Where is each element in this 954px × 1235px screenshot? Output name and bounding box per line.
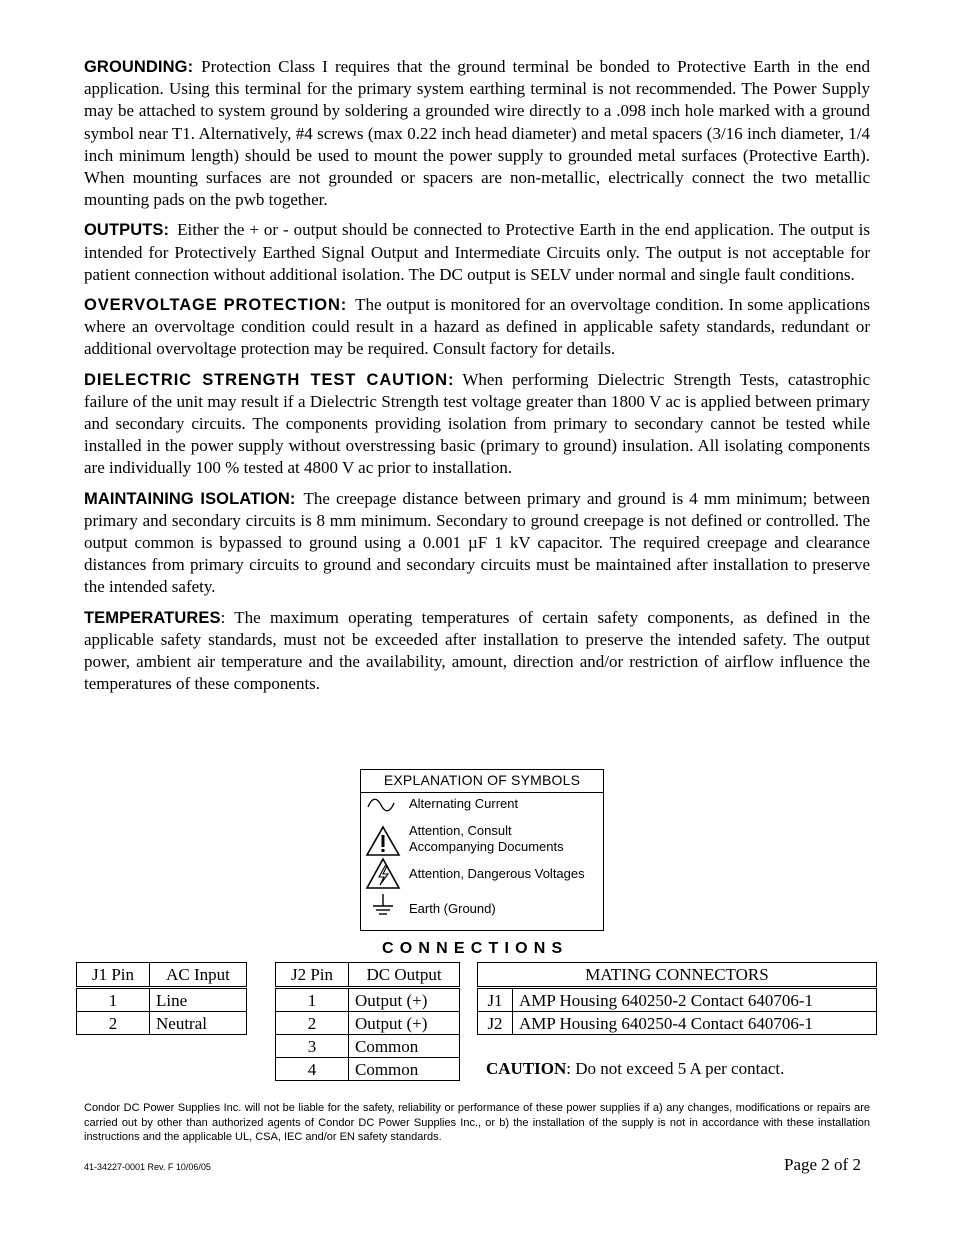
- table-row: [276, 1035, 460, 1058]
- attention-label-line2: Accompanying Documents: [409, 839, 564, 854]
- attention-label-line1: Attention, Consult: [409, 823, 512, 838]
- j1-function-cell: Neutral: [150, 1012, 247, 1035]
- body-text: [84, 56, 870, 703]
- earth-ground-icon: [365, 892, 401, 924]
- attention-label: [409, 823, 564, 855]
- table-row: [77, 988, 247, 1012]
- voltage-label: Attention, Dangerous Voltages: [409, 866, 585, 881]
- temperatures-heading: TEMPERATURES: [84, 608, 221, 627]
- j2-function-cell: Output (+): [349, 988, 460, 1012]
- outputs-text: Either the + or - output should be connected to Protective Earth in the end application. The output is intended for Protectively Earthed Signal Output and Intermediate Circuits only. The output is not acceptable for patient connection without additional isolation. The DC output is SELV under normal and single fault conditions.: [84, 220, 870, 284]
- temperatures-section: [84, 607, 870, 696]
- table-header-row: [478, 963, 877, 988]
- table-row: [276, 1058, 460, 1081]
- symbols-legend: [360, 769, 604, 931]
- symbols-title: EXPLANATION OF SYMBOLS: [361, 770, 603, 793]
- j1-function-cell: Line: [150, 988, 247, 1012]
- j2-function-cell: Output (+): [349, 1012, 460, 1035]
- page-number: Page 2 of 2: [784, 1155, 861, 1174]
- j1-table: [76, 962, 247, 1035]
- table-row: [276, 1012, 460, 1035]
- table-row: [77, 1012, 247, 1035]
- j1-pin-cell: 1: [77, 988, 150, 1012]
- j2-function-cell: Common: [349, 1058, 460, 1081]
- ac-label: Alternating Current: [409, 796, 519, 811]
- connections-title: CONNECTIONS: [382, 940, 569, 957]
- ac-sine-icon: [365, 796, 397, 818]
- liability-note: Condor DC Power Supplies Inc. will not be liable for the safety, reliability or performance of these power supplies if a) any changes, modifications or repairs are carried out by other than authorized agents of Condor DC Power Supplies Inc., or b) the installation of the supply is not in accordance with these installation instructions and the applicable UL, CSA, IEC and/or EN safety standards.: [84, 1102, 870, 1144]
- dielectric-heading: DIELECTRIC STRENGTH TEST CAUTION:: [84, 370, 455, 389]
- outputs-heading: OUTPUTS:: [84, 221, 170, 240]
- j1-pin-header: J1 Pin: [77, 963, 150, 988]
- isolation-heading: MAINTAINING ISOLATION:: [84, 489, 296, 508]
- grounding-text: Protection Class I requires that the ground terminal be bonded to Protective Earth in the end application. Using this terminal for the primary system earthing terminal is not recommended. The Power Supply may be attached to system ground by soldering a grounded wire directly to a .098 inch hole marked with a ground symbol near T1. Alternatively, #4 screws (max 0.22 inch head diameter) and metal spacers (3/16 inch diameter, 1/4 inch minimum length) should be used to mount the power supply to grounded metal surfaces (Protective Earth). When mounting surfaces are not grounded or spacers are non-metallic, electrically connect the two metallic mounting pads on the pwb together.: [84, 57, 870, 210]
- high-voltage-icon: [365, 857, 401, 895]
- j2-function-header: DC Output: [349, 963, 460, 988]
- caution-label: CAUTION: [486, 1059, 567, 1078]
- j2-pin-cell: 3: [276, 1035, 349, 1058]
- table-row: [276, 988, 460, 1012]
- dielectric-text: When performing Dielectric Strength Tests, catastrophic failure of the unit may result if a Dielectric Strength test voltage greater than 1800 V ac is applied between primary and secondary circuits. The components providing isolation from primary to secondary cannot be tested while installed in the power supply without overstressing basic (primary to ground) insulation. All isolating components are individually 100 % tested at 4800 V ac prior to installation.: [84, 369, 870, 478]
- overvoltage-heading: OVERVOLTAGE PROTECTION:: [84, 296, 348, 315]
- j2-function-cell: Common: [349, 1035, 460, 1058]
- j2-pin-cell: 1: [276, 988, 349, 1012]
- mating-connector-cell: J1: [478, 988, 513, 1012]
- table-header-row: [276, 963, 460, 988]
- grounding-heading: GROUNDING:: [84, 58, 194, 76]
- isolation-section: [84, 488, 870, 599]
- overvoltage-section: [84, 294, 870, 361]
- dielectric-section: [84, 369, 870, 480]
- j2-table: [275, 962, 460, 1081]
- mating-part-cell: AMP Housing 640250-2 Contact 640706-1: [513, 988, 877, 1012]
- j1-function-header: AC Input: [150, 963, 247, 988]
- isolation-text: The creepage distance between primary and ground is 4 mm minimum; between primary and secondary circuits is 8 mm minimum. Secondary to ground creepage is not defined or controlled. The output common is bypassed to ground using a 0.001 µF 1 kV capacitor. The required creepage and clearance distances from primary circuits to ground and secondary circuits must be maintained after installation to preserve the intended safety.: [84, 488, 870, 597]
- mating-part-cell: AMP Housing 640250-4 Contact 640706-1: [513, 1012, 877, 1035]
- j2-pin-cell: 2: [276, 1012, 349, 1035]
- overvoltage-text: The output is monitored for an overvoltage condition. In some applications where an overvoltage condition could result in a hazard as defined in applicable safety standards, redundant or additional overvoltage protection may be required. Consult factory for details.: [84, 295, 871, 359]
- j2-pin-cell: 4: [276, 1058, 349, 1081]
- j2-pin-header: J2 Pin: [276, 963, 349, 988]
- mating-header: MATING CONNECTORS: [478, 963, 877, 988]
- j1-pin-cell: 2: [77, 1012, 150, 1035]
- grounding-section: [84, 56, 870, 211]
- document-id: 41-34227-0001 Rev. F 10/06/05: [84, 1162, 211, 1172]
- temperatures-text: : The maximum operating temperatures of certain safety components, as defined in the applicable safety standards, must not be exceeded after installation to preserve the intended safety. The output power, ambient air temperature and the availability, amount, direction and/or restriction of airflow influence the temperatures of these components.: [84, 607, 870, 694]
- warning-triangle-icon: [365, 825, 401, 861]
- table-header-row: [77, 963, 247, 988]
- mating-table: [477, 962, 877, 1035]
- caution-text: : Do not exceed 5 A per contact.: [566, 1059, 785, 1078]
- ground-label: Earth (Ground): [409, 901, 496, 916]
- mating-connector-cell: J2: [478, 1012, 513, 1035]
- outputs-section: [84, 219, 870, 286]
- caution-note: [486, 1059, 784, 1079]
- table-row: [478, 988, 877, 1012]
- table-row: [478, 1012, 877, 1035]
